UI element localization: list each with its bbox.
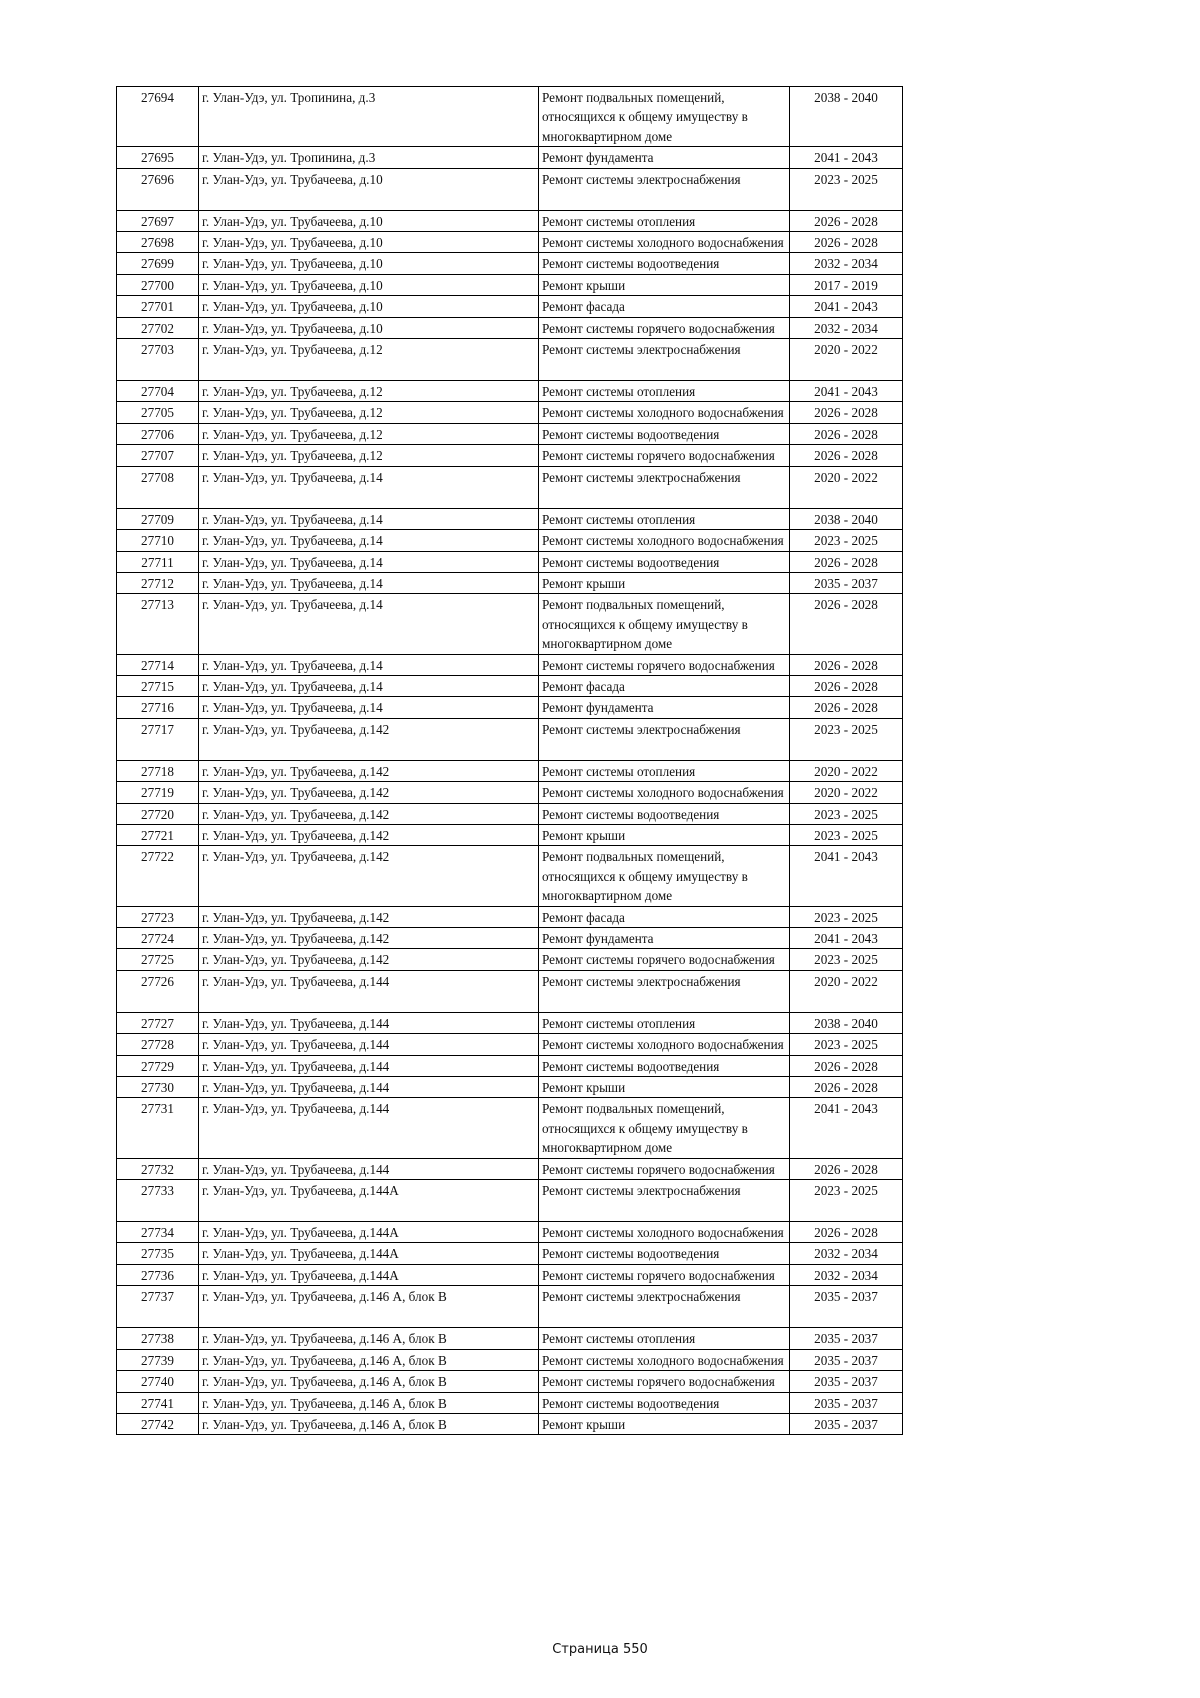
work-type-cell: Ремонт системы отопления xyxy=(539,508,790,529)
address-cell: г. Улан-Удэ, ул. Трубачеева, д.144 xyxy=(199,1012,539,1033)
address-cell: г. Улан-Удэ, ул. Трубачеева, д.146 А, блок В xyxy=(199,1392,539,1413)
table-row xyxy=(117,594,903,654)
row-number: 27703 xyxy=(117,339,199,381)
years-cell: 2026 - 2028 xyxy=(790,1158,903,1179)
row-number: 27711 xyxy=(117,551,199,572)
address-cell: г. Улан-Удэ, ул. Трубачеева, д.14 xyxy=(199,572,539,593)
work-type-cell: Ремонт крыши xyxy=(539,824,790,845)
row-number: 27702 xyxy=(117,317,199,338)
years-cell: 2020 - 2022 xyxy=(790,970,903,1012)
years-cell: 2020 - 2022 xyxy=(790,339,903,381)
table-row xyxy=(117,675,903,696)
work-type-cell: Ремонт системы холодного водоснабжения xyxy=(539,232,790,253)
row-number: 27717 xyxy=(117,718,199,760)
row-number: 27694 xyxy=(117,87,199,147)
table-body xyxy=(117,87,903,1435)
table-row xyxy=(117,572,903,593)
years-cell: 2035 - 2037 xyxy=(790,572,903,593)
work-type-cell: Ремонт фундамента xyxy=(539,147,790,168)
years-cell: 2041 - 2043 xyxy=(790,928,903,949)
address-cell: г. Улан-Удэ, ул. Трубачеева, д.144 xyxy=(199,1055,539,1076)
table-row xyxy=(117,760,903,781)
years-cell: 2026 - 2028 xyxy=(790,1222,903,1243)
work-type-cell: Ремонт системы отопления xyxy=(539,1328,790,1349)
work-type-cell: Ремонт системы горячего водоснабжения xyxy=(539,1371,790,1392)
years-cell: 2041 - 2043 xyxy=(790,147,903,168)
table-row xyxy=(117,445,903,466)
work-type-cell: Ремонт крыши xyxy=(539,1413,790,1434)
work-type-cell: Ремонт системы водоотведения xyxy=(539,803,790,824)
work-type-cell: Ремонт системы холодного водоснабжения xyxy=(539,402,790,423)
row-number: 27720 xyxy=(117,803,199,824)
address-cell: г. Улан-Удэ, ул. Трубачеева, д.14 xyxy=(199,551,539,572)
table-row xyxy=(117,654,903,675)
row-number: 27735 xyxy=(117,1243,199,1264)
page-footer: Страница 550 xyxy=(552,1642,648,1657)
address-cell: г. Улан-Удэ, ул. Трубачеева, д.146 А, блок В xyxy=(199,1328,539,1349)
years-cell: 2041 - 2043 xyxy=(790,296,903,317)
years-cell: 2026 - 2028 xyxy=(790,551,903,572)
table-row xyxy=(117,906,903,927)
work-type-cell: Ремонт системы горячего водоснабжения xyxy=(539,1158,790,1179)
table-row xyxy=(117,147,903,168)
table-row xyxy=(117,1222,903,1243)
table-row xyxy=(117,1034,903,1055)
row-number: 27697 xyxy=(117,210,199,231)
address-cell: г. Улан-Удэ, ул. Трубачеева, д.144 xyxy=(199,1034,539,1055)
row-number: 27724 xyxy=(117,928,199,949)
address-cell: г. Улан-Удэ, ул. Трубачеева, д.10 xyxy=(199,317,539,338)
address-cell: г. Улан-Удэ, ул. Трубачеева, д.146 А, блок В xyxy=(199,1413,539,1434)
table-row xyxy=(117,423,903,444)
work-type-cell: Ремонт подвальных помещений, относящихся к общему имуществу в многоквартирном доме xyxy=(539,1098,790,1158)
table-row xyxy=(117,928,903,949)
years-cell: 2032 - 2034 xyxy=(790,317,903,338)
years-cell: 2026 - 2028 xyxy=(790,423,903,444)
years-cell: 2026 - 2028 xyxy=(790,1055,903,1076)
address-cell: г. Улан-Удэ, ул. Трубачеева, д.10 xyxy=(199,274,539,295)
address-cell: г. Улан-Удэ, ул. Трубачеева, д.142 xyxy=(199,949,539,970)
address-cell: г. Улан-Удэ, ул. Трубачеева, д.142 xyxy=(199,928,539,949)
row-number: 27709 xyxy=(117,508,199,529)
row-number: 27715 xyxy=(117,675,199,696)
work-type-cell: Ремонт фасада xyxy=(539,906,790,927)
years-cell: 2026 - 2028 xyxy=(790,594,903,654)
address-cell: г. Улан-Удэ, ул. Трубачеева, д.12 xyxy=(199,445,539,466)
years-cell: 2026 - 2028 xyxy=(790,232,903,253)
row-number: 27707 xyxy=(117,445,199,466)
table-row xyxy=(117,1349,903,1370)
work-type-cell: Ремонт подвальных помещений, относящихся к общему имуществу в многоквартирном доме xyxy=(539,594,790,654)
years-cell: 2026 - 2028 xyxy=(790,210,903,231)
table-row xyxy=(117,253,903,274)
years-cell: 2035 - 2037 xyxy=(790,1286,903,1328)
repair-schedule-table xyxy=(116,86,903,1435)
years-cell: 2041 - 2043 xyxy=(790,1098,903,1158)
row-number: 27732 xyxy=(117,1158,199,1179)
table-row xyxy=(117,1243,903,1264)
table-row xyxy=(117,1012,903,1033)
work-type-cell: Ремонт системы электроснабжения xyxy=(539,718,790,760)
table-row xyxy=(117,466,903,508)
row-number: 27708 xyxy=(117,466,199,508)
address-cell: г. Улан-Удэ, ул. Трубачеева, д.14 xyxy=(199,675,539,696)
table-row xyxy=(117,718,903,760)
work-type-cell: Ремонт фасада xyxy=(539,296,790,317)
address-cell: г. Улан-Удэ, ул. Трубачеева, д.10 xyxy=(199,253,539,274)
table-row xyxy=(117,339,903,381)
years-cell: 2038 - 2040 xyxy=(790,508,903,529)
work-type-cell: Ремонт системы холодного водоснабжения xyxy=(539,782,790,803)
table-row xyxy=(117,381,903,402)
years-cell: 2023 - 2025 xyxy=(790,718,903,760)
address-cell: г. Улан-Удэ, ул. Трубачеева, д.10 xyxy=(199,210,539,231)
work-type-cell: Ремонт системы электроснабжения xyxy=(539,1286,790,1328)
table-row xyxy=(117,1077,903,1098)
address-cell: г. Улан-Удэ, ул. Трубачеева, д.144 xyxy=(199,970,539,1012)
years-cell: 2035 - 2037 xyxy=(790,1349,903,1370)
years-cell: 2017 - 2019 xyxy=(790,274,903,295)
row-number: 27737 xyxy=(117,1286,199,1328)
row-number: 27716 xyxy=(117,697,199,718)
table-row xyxy=(117,530,903,551)
address-cell: г. Улан-Удэ, ул. Трубачеева, д.142 xyxy=(199,824,539,845)
row-number: 27725 xyxy=(117,949,199,970)
work-type-cell: Ремонт системы горячего водоснабжения xyxy=(539,654,790,675)
table-row xyxy=(117,846,903,906)
row-number: 27742 xyxy=(117,1413,199,1434)
work-type-cell: Ремонт системы холодного водоснабжения xyxy=(539,1034,790,1055)
work-type-cell: Ремонт системы отопления xyxy=(539,381,790,402)
work-type-cell: Ремонт крыши xyxy=(539,572,790,593)
years-cell: 2041 - 2043 xyxy=(790,846,903,906)
work-type-cell: Ремонт крыши xyxy=(539,1077,790,1098)
row-number: 27723 xyxy=(117,906,199,927)
table-row xyxy=(117,402,903,423)
years-cell: 2032 - 2034 xyxy=(790,253,903,274)
years-cell: 2035 - 2037 xyxy=(790,1328,903,1349)
row-number: 27696 xyxy=(117,168,199,210)
work-type-cell: Ремонт системы электроснабжения xyxy=(539,1180,790,1222)
table-row xyxy=(117,168,903,210)
row-number: 27710 xyxy=(117,530,199,551)
work-type-cell: Ремонт подвальных помещений, относящихся к общему имуществу в многоквартирном доме xyxy=(539,846,790,906)
row-number: 27731 xyxy=(117,1098,199,1158)
row-number: 27705 xyxy=(117,402,199,423)
table-row xyxy=(117,1413,903,1434)
years-cell: 2023 - 2025 xyxy=(790,168,903,210)
row-number: 27726 xyxy=(117,970,199,1012)
years-cell: 2035 - 2037 xyxy=(790,1392,903,1413)
row-number: 27701 xyxy=(117,296,199,317)
work-type-cell: Ремонт системы отопления xyxy=(539,760,790,781)
row-number: 27719 xyxy=(117,782,199,803)
address-cell: г. Улан-Удэ, ул. Трубачеева, д.146 А, блок В xyxy=(199,1349,539,1370)
address-cell: г. Улан-Удэ, ул. Трубачеева, д.144А xyxy=(199,1264,539,1285)
table-row xyxy=(117,551,903,572)
address-cell: г. Улан-Удэ, ул. Трубачеева, д.10 xyxy=(199,168,539,210)
years-cell: 2023 - 2025 xyxy=(790,949,903,970)
row-number: 27699 xyxy=(117,253,199,274)
address-cell: г. Улан-Удэ, ул. Трубачеева, д.146 А, блок В xyxy=(199,1286,539,1328)
table-row xyxy=(117,970,903,1012)
table-row xyxy=(117,824,903,845)
work-type-cell: Ремонт системы холодного водоснабжения xyxy=(539,530,790,551)
years-cell: 2038 - 2040 xyxy=(790,1012,903,1033)
table-row xyxy=(117,317,903,338)
work-type-cell: Ремонт фундамента xyxy=(539,928,790,949)
address-cell: г. Улан-Удэ, ул. Трубачеева, д.142 xyxy=(199,846,539,906)
years-cell: 2023 - 2025 xyxy=(790,1034,903,1055)
years-cell: 2023 - 2025 xyxy=(790,1180,903,1222)
work-type-cell: Ремонт системы отопления xyxy=(539,210,790,231)
years-cell: 2035 - 2037 xyxy=(790,1413,903,1434)
work-type-cell: Ремонт подвальных помещений, относящихся к общему имуществу в многоквартирном доме xyxy=(539,87,790,147)
address-cell: г. Улан-Удэ, ул. Трубачеева, д.14 xyxy=(199,594,539,654)
row-number: 27695 xyxy=(117,147,199,168)
table-row xyxy=(117,782,903,803)
address-cell: г. Улан-Удэ, ул. Трубачеева, д.12 xyxy=(199,402,539,423)
table-row xyxy=(117,508,903,529)
row-number: 27698 xyxy=(117,232,199,253)
row-number: 27713 xyxy=(117,594,199,654)
address-cell: г. Улан-Удэ, ул. Трубачеева, д.144 xyxy=(199,1158,539,1179)
row-number: 27727 xyxy=(117,1012,199,1033)
address-cell: г. Улан-Удэ, ул. Тропинина, д.3 xyxy=(199,87,539,147)
table-row xyxy=(117,1180,903,1222)
address-cell: г. Улан-Удэ, ул. Трубачеева, д.142 xyxy=(199,803,539,824)
row-number: 27741 xyxy=(117,1392,199,1413)
address-cell: г. Улан-Удэ, ул. Трубачеева, д.14 xyxy=(199,697,539,718)
address-cell: г. Улан-Удэ, ул. Трубачеева, д.14 xyxy=(199,654,539,675)
work-type-cell: Ремонт системы холодного водоснабжения xyxy=(539,1349,790,1370)
row-number: 27733 xyxy=(117,1180,199,1222)
address-cell: г. Улан-Удэ, ул. Трубачеева, д.12 xyxy=(199,339,539,381)
row-number: 27740 xyxy=(117,1371,199,1392)
row-number: 27739 xyxy=(117,1349,199,1370)
table-row xyxy=(117,296,903,317)
address-cell: г. Улан-Удэ, ул. Трубачеева, д.144А xyxy=(199,1243,539,1264)
work-type-cell: Ремонт системы холодного водоснабжения xyxy=(539,1222,790,1243)
table-row xyxy=(117,274,903,295)
work-type-cell: Ремонт системы электроснабжения xyxy=(539,168,790,210)
row-number: 27706 xyxy=(117,423,199,444)
years-cell: 2020 - 2022 xyxy=(790,466,903,508)
row-number: 27714 xyxy=(117,654,199,675)
years-cell: 2026 - 2028 xyxy=(790,1077,903,1098)
work-type-cell: Ремонт фасада xyxy=(539,675,790,696)
address-cell: г. Улан-Удэ, ул. Трубачеева, д.144А xyxy=(199,1180,539,1222)
table-row xyxy=(117,210,903,231)
address-cell: г. Улан-Удэ, ул. Трубачеева, д.144 xyxy=(199,1077,539,1098)
address-cell: г. Улан-Удэ, ул. Трубачеева, д.142 xyxy=(199,718,539,760)
row-number: 27700 xyxy=(117,274,199,295)
row-number: 27722 xyxy=(117,846,199,906)
row-number: 27718 xyxy=(117,760,199,781)
table-row xyxy=(117,1286,903,1328)
address-cell: г. Улан-Удэ, ул. Трубачеева, д.14 xyxy=(199,530,539,551)
address-cell: г. Улан-Удэ, ул. Трубачеева, д.142 xyxy=(199,782,539,803)
years-cell: 2035 - 2037 xyxy=(790,1371,903,1392)
years-cell: 2026 - 2028 xyxy=(790,675,903,696)
address-cell: г. Улан-Удэ, ул. Трубачеева, д.12 xyxy=(199,381,539,402)
table-row xyxy=(117,1328,903,1349)
row-number: 27738 xyxy=(117,1328,199,1349)
years-cell: 2020 - 2022 xyxy=(790,782,903,803)
table-row xyxy=(117,1055,903,1076)
address-cell: г. Улан-Удэ, ул. Трубачеева, д.10 xyxy=(199,296,539,317)
table-row xyxy=(117,803,903,824)
table-row xyxy=(117,1158,903,1179)
row-number: 27734 xyxy=(117,1222,199,1243)
work-type-cell: Ремонт системы электроснабжения xyxy=(539,970,790,1012)
years-cell: 2026 - 2028 xyxy=(790,697,903,718)
work-type-cell: Ремонт системы водоотведения xyxy=(539,253,790,274)
table-row xyxy=(117,1371,903,1392)
row-number: 27704 xyxy=(117,381,199,402)
years-cell: 2020 - 2022 xyxy=(790,760,903,781)
address-cell: г. Улан-Удэ, ул. Трубачеева, д.144 xyxy=(199,1098,539,1158)
work-type-cell: Ремонт системы горячего водоснабжения xyxy=(539,445,790,466)
address-cell: г. Улан-Удэ, ул. Трубачеева, д.14 xyxy=(199,466,539,508)
work-type-cell: Ремонт системы водоотведения xyxy=(539,1392,790,1413)
work-type-cell: Ремонт системы электроснабжения xyxy=(539,466,790,508)
row-number: 27729 xyxy=(117,1055,199,1076)
table-row xyxy=(117,87,903,147)
work-type-cell: Ремонт системы горячего водоснабжения xyxy=(539,1264,790,1285)
work-type-cell: Ремонт системы электроснабжения xyxy=(539,339,790,381)
years-cell: 2023 - 2025 xyxy=(790,906,903,927)
years-cell: 2041 - 2043 xyxy=(790,381,903,402)
row-number: 27721 xyxy=(117,824,199,845)
table-row xyxy=(117,697,903,718)
row-number: 27728 xyxy=(117,1034,199,1055)
address-cell: г. Улан-Удэ, ул. Трубачеева, д.12 xyxy=(199,423,539,444)
years-cell: 2023 - 2025 xyxy=(790,803,903,824)
work-type-cell: Ремонт фундамента xyxy=(539,697,790,718)
address-cell: г. Улан-Удэ, ул. Трубачеева, д.10 xyxy=(199,232,539,253)
years-cell: 2023 - 2025 xyxy=(790,530,903,551)
years-cell: 2026 - 2028 xyxy=(790,402,903,423)
work-type-cell: Ремонт системы горячего водоснабжения xyxy=(539,317,790,338)
row-number: 27712 xyxy=(117,572,199,593)
work-type-cell: Ремонт системы отопления xyxy=(539,1012,790,1033)
work-type-cell: Ремонт системы водоотведения xyxy=(539,423,790,444)
address-cell: г. Улан-Удэ, ул. Трубачеева, д.146 А, блок В xyxy=(199,1371,539,1392)
work-type-cell: Ремонт системы горячего водоснабжения xyxy=(539,949,790,970)
table-row xyxy=(117,1264,903,1285)
address-cell: г. Улан-Удэ, ул. Трубачеева, д.142 xyxy=(199,906,539,927)
address-cell: г. Улан-Удэ, ул. Трубачеева, д.14 xyxy=(199,508,539,529)
years-cell: 2023 - 2025 xyxy=(790,824,903,845)
table-row xyxy=(117,232,903,253)
years-cell: 2032 - 2034 xyxy=(790,1264,903,1285)
years-cell: 2032 - 2034 xyxy=(790,1243,903,1264)
address-cell: г. Улан-Удэ, ул. Тропинина, д.3 xyxy=(199,147,539,168)
table-row xyxy=(117,949,903,970)
row-number: 27736 xyxy=(117,1264,199,1285)
years-cell: 2026 - 2028 xyxy=(790,445,903,466)
work-type-cell: Ремонт системы водоотведения xyxy=(539,1055,790,1076)
address-cell: г. Улан-Удэ, ул. Трубачеева, д.142 xyxy=(199,760,539,781)
work-type-cell: Ремонт системы водоотведения xyxy=(539,551,790,572)
table-row xyxy=(117,1098,903,1158)
table-row xyxy=(117,1392,903,1413)
address-cell: г. Улан-Удэ, ул. Трубачеева, д.144А xyxy=(199,1222,539,1243)
work-type-cell: Ремонт крыши xyxy=(539,274,790,295)
years-cell: 2038 - 2040 xyxy=(790,87,903,147)
row-number: 27730 xyxy=(117,1077,199,1098)
work-type-cell: Ремонт системы водоотведения xyxy=(539,1243,790,1264)
years-cell: 2026 - 2028 xyxy=(790,654,903,675)
